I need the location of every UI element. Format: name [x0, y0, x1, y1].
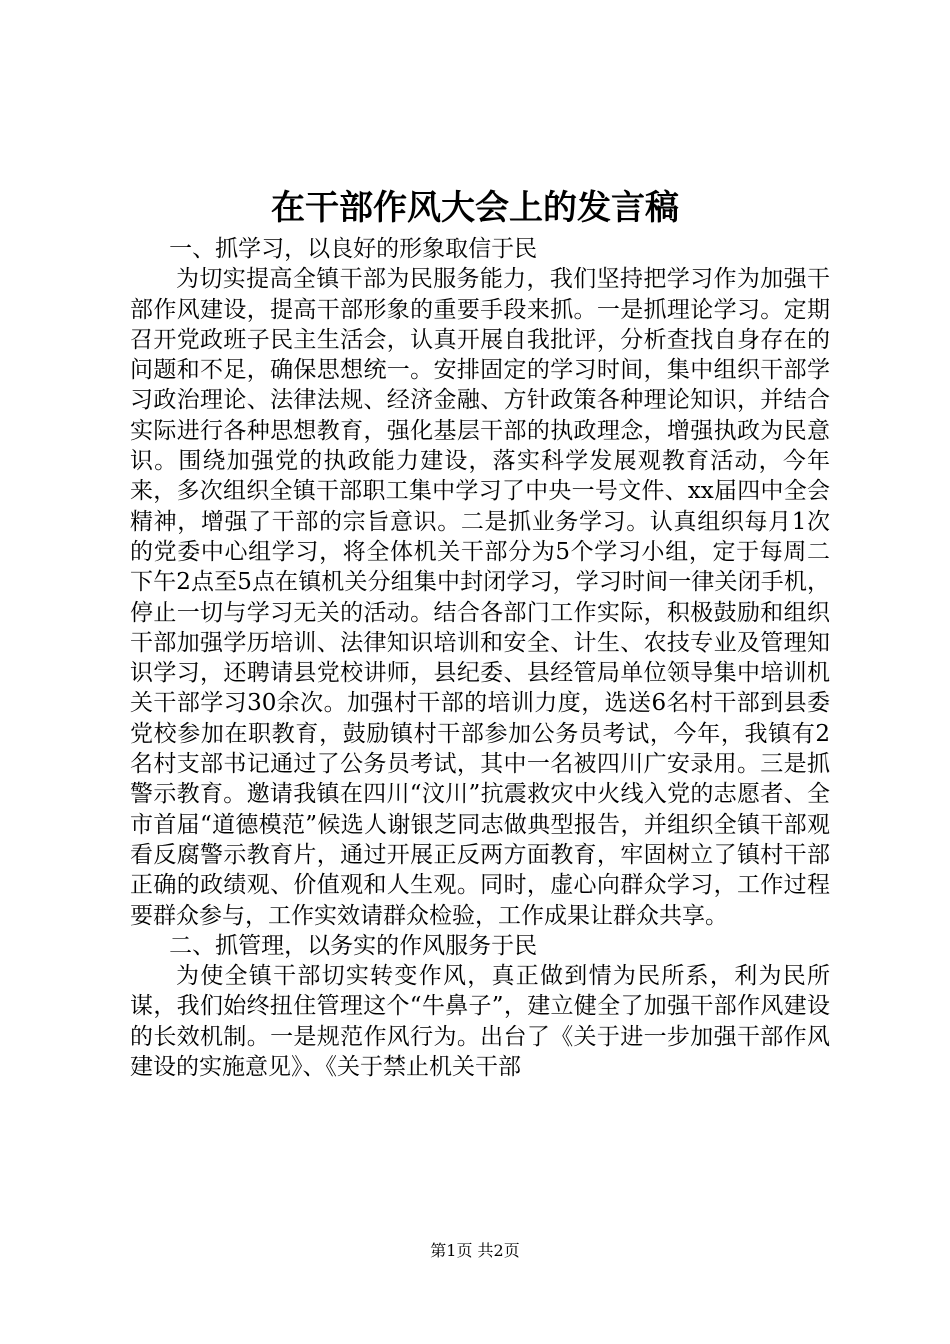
section-heading-1: 一、抓学习，以良好的形象取信于民: [169, 236, 538, 262]
page-footer: 第1页 共2页: [430, 1241, 520, 1260]
paragraph-2: 为使全镇干部切实转变作风，真正做到情为民所系，利为民所谋，我们始终扭住管理这个“牛鼻子”，建立健全了加强干部作风建设的长效机制。一是规范作风行为。出台了《关于进一步加强干部作风建设的实施意见》、《关于禁止机关干部: [130, 963, 830, 1081]
document-title: 在干部作风大会上的发言稿: [271, 188, 679, 228]
section-heading-2: 二、抓管理，以务实的作风服务于民: [169, 932, 538, 959]
paragraph-1: 为切实提高全镇干部为民服务能力，我们坚持把学习作为加强干部作风建设，提高干部形象的重要手段来抓。一是抓理论学习。定期召开党政班子民主生活会，认真开展自我批评，分析查找自身存在的问题和不足，确保思想统一。安排固定的学习时间，集中组织干部学习政治理论、法律法规、经济金融、方针政策各种理论知识，并结合实际进行各种思想教育，强化基层干部的执政理念，增强执政为民意识。围绕加强党的执政能力建设，落实科学发展观教育活动，今年来，多次组织全镇干部职工集中学习了中央一号文件、xx届四中全会精神，增强了干部的宗旨意识。二是抓业务学习。认真组织每月1次的党委中心组学习，将全体机关干部分为5个学习小组，定于每周二下午2点至5点在镇机关分组集中封闭学习，学习时间一律关闭手机，停止一切与学习无关的活动。结合各部门工作实际，积极鼓励和组织干部加强学历培训、法律知识培训和安全、计生、农技专业及管理知识学习，还聘请县党校讲师，县纪委、县经管局单位领导集中培训机关干部学习30余次。加强村干部的培训力度，选送6名村干部到县委党校参加在职教育，鼓励镇村干部参加公务员考试，今年，我镇有2名村支部书记通过了公务员考试，其中一名被四川广安录用。三是抓警示教育。邀请我镇在四川“汶川”抗震救灾中火线入党的志愿者、全市首届“道德模范”候选人谢银芝同志做典型报告，并组织全镇干部观看反腐警示教育片，通过开展正反两方面教育，牢固树立了镇村干部正确的政绩观、价值观和人生观。同时，虚心向群众学习，工作过程要群众参与，工作实效请群众检验，工作成果让群众共享。: [130, 266, 830, 929]
document-body: [130, 234, 830, 1082]
